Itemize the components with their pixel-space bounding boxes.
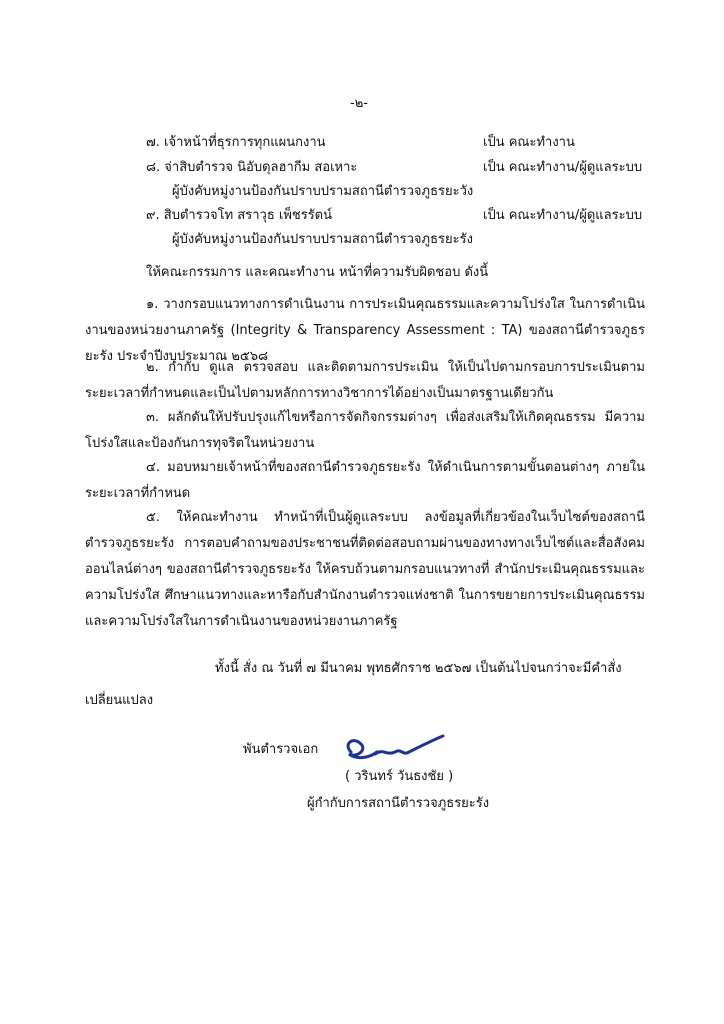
duties-intro: ให้คณะกรรมการ และคณะทำงาน หน้าที่ความรับผิดชอบ ดังนี้ [146, 265, 489, 280]
order-effective-date: ทั้งนี้ สั่ง ณ วันที่ ๗ มีนาคม พุทธศักราช ๒๕๖๗ เป็นต้นไปจนกว่าจะมีคำสั่งเปลี่ยนแปลง [85, 661, 622, 708]
duty-3: ๓. ผลักดันให้ปรับปรุงแก้ไขหรือการจัดกิจกรรมต่างๆ เพื่อส่งเสริมให้เกิดคุณธรรม มีความโปร่งใสและป้องกันการทุจริตในหน่วยงาน [85, 410, 645, 451]
member-9-role: เป็น คณะทำงาน/ผู้ดูแลระบบ [483, 208, 643, 223]
signer-title: ผู้กำกับการสถานีตำรวจภูธรยะรัง [307, 796, 490, 811]
duty-1: ๑. วางกรอบแนวทางการดำเนินงาน การประเมินคุณธรรมและความโปร่งใส ในการดำเนินงานของหน่วยงานภาครัฐ (Integrity & Transparency Assessment : TA) ของสถานีตำรวจภูธรยะรัง ประจำปีงบประมาณ ๒๕๖๘ [85, 297, 645, 364]
member-8-role: เป็น คณะทำงาน/ผู้ดูแลระบบ [483, 160, 643, 175]
duty-5: ๕. ให้คณะทำงาน ทำหน้าที่เป็นผู้ดูแลระบบ ลงข้อมูลที่เกี่ยวข้องในเว็บไซต์ของสถานีตำรวจภูธรยะรัง การตอบคำถามของประชาชนที่ติดต่อสอบถามผ่านของทางทางเว็บไซต์และสื่อสังคมออนไลน์ต่างๆ ของสถานีตำรวจภูธรยะรัง ให้ครบถ้วนตามกรอบแนวทางที่ สำนักประเมินคุณธรรมและความโปร่งใส ศึกษาแนวทางและหารือกับสำนักงานตำรวจแห่งชาติ ในการขยายการประเมินคุณธรรมและความโปร่งใสในการดำเนินงานของหน่วยงานภาครัฐ [85, 510, 645, 629]
duty-4: ๔. มอบหมายเจ้าหน้าที่ของสถานีตำรวจภูธรยะรัง ให้ดำเนินการตามขั้นตอนต่างๆ ภายในระยะเวลาที่กำหนด [85, 460, 645, 501]
member-8-position: ผู้บังคับหมู่งานป้องกันปราบปรามสถานีตำรวจภูธรยะวัง [172, 184, 474, 199]
duty-2: ๒. กำกับ ดูแล ตรวจสอบ และติดตามการประเมิน ให้เป็นไปตามกรอบการประเมินตามระยะเวลาที่กำหนดและเป็นไปตามหลักการทางวิชาการได้อย่างเป็นมาตรฐานเดียวกัน [85, 360, 645, 401]
member-9-position: ผู้บังคับหมู่งานป้องกันปราบปรามสถานีตำรวจภูธรยะรัง [172, 232, 473, 247]
page-number: -๒- [350, 96, 368, 111]
member-9-name: ๙. สิบตำรวจโท สราวุธ เพ็ชรรัตน์ [146, 208, 333, 223]
member-7-role: เป็น คณะทำงาน [483, 135, 575, 150]
signer-rank: พันตำรวจเอก [243, 742, 319, 757]
member-7-name: ๗. เจ้าหน้าที่ธุรการทุกแผนกงาน [146, 135, 326, 150]
signer-name: ( วรินทร์ วันธงชัย ) [345, 769, 454, 784]
member-8-name: ๘. จ่าสิบตำรวจ นิอับดุลฮากีม สอเหาะ [146, 160, 358, 175]
